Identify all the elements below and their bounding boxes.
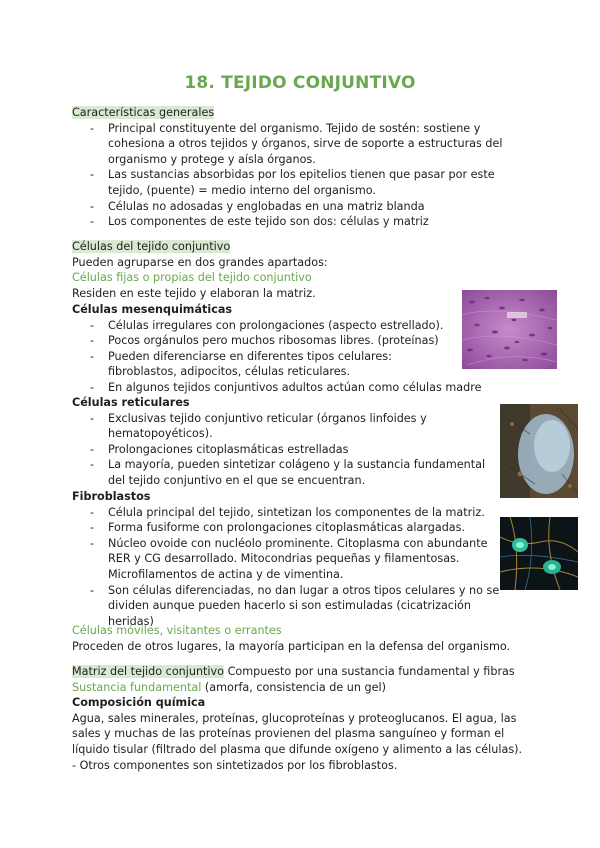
section-matriz bbox=[72, 664, 524, 773]
list-reticulares bbox=[72, 411, 490, 489]
list-item: - Pocos orgánulos pero muchos ribosomas libres. (proteínas) bbox=[72, 333, 464, 349]
list-item: - La mayoría, pueden sintetizar colágeno y la sustancia fundamental del tejido conjuntivo en el que se encuentran. bbox=[72, 457, 490, 488]
list-item: - Son células diferenciadas, no dan lugar a otros tipos celulares y no se dividen aunque pueden hacerlo si son estimuladas (cicatrización heridas) bbox=[72, 583, 512, 630]
heading-fibroblastos: Fibroblastos bbox=[72, 490, 151, 503]
heading-reticulares: Células reticulares bbox=[72, 396, 190, 409]
sustancia-description: (amorfa, consistencia de un gel) bbox=[201, 680, 386, 694]
composicion-text: Agua, sales minerales, proteínas, glucoproteínas y proteoglucanos. El agua, las sales y muchas de las proteínas provienen del plasma sanguíneo y forman el líquido tisular (filtrado del plasma que difunde oxígeno y alimento a las células). bbox=[72, 711, 523, 756]
section-moviles bbox=[72, 623, 524, 654]
heading-caracteristicas: Características generales bbox=[72, 106, 215, 119]
heading-composicion-quimica: Composición química bbox=[72, 696, 206, 710]
heading-sustancia-fundamental: Sustancia fundamental bbox=[72, 680, 202, 694]
mesenchymal-micrograph-image bbox=[462, 290, 557, 369]
heading-celulas: Células del tejido conjuntivo bbox=[72, 240, 231, 253]
section-celulas bbox=[72, 239, 524, 301]
list-item: - Los componentes de este tejido son dos: células y matriz bbox=[72, 214, 524, 230]
section-caracteristicas bbox=[72, 105, 524, 230]
matriz-description: Compuesto por una sustancia fundamental y fibras bbox=[224, 665, 515, 678]
list-fibroblastos bbox=[72, 505, 512, 630]
list-mesenquimaticas bbox=[72, 318, 482, 396]
heading-celulas-moviles: Células móviles, visitantes o errantes bbox=[72, 624, 282, 637]
heading-mesenquimaticas: Células mesenquimáticas bbox=[72, 303, 233, 316]
list-item: - Prolongaciones citoplasmáticas estrelladas bbox=[72, 442, 490, 458]
fibroblast-micrograph-image bbox=[500, 517, 578, 590]
reticular-micrograph-image bbox=[500, 404, 578, 498]
list-item: - Células no adosadas y englobadas en una matriz blanda bbox=[72, 199, 524, 215]
section-mesenquimaticas bbox=[72, 302, 482, 396]
section-reticulares bbox=[72, 395, 490, 489]
list-item: - Exclusivas tejido conjuntivo reticular (órganos linfoides y hematopoyéticos). bbox=[72, 411, 490, 442]
celulas-intro: Pueden agruparse en dos grandes apartados: bbox=[72, 255, 328, 269]
list-item: - Pueden diferenciarse en diferentes tipos celulares: fibroblastos, adipocitos, células reticulares. bbox=[72, 349, 464, 380]
heading-celulas-fijas: Células fijas o propias del tejido conjuntivo bbox=[72, 271, 312, 285]
celulas-fijas-text: Residen en este tejido y elaboran la matriz. bbox=[72, 286, 316, 300]
list-item: - Células irregulares con prolongaciones (aspecto estrellado). bbox=[72, 318, 464, 334]
list-item: - Forma fusiforme con prolongaciones citoplasmáticas alargadas. bbox=[72, 520, 512, 536]
list-item: - Célula principal del tejido, sintetizan los componentes de la matriz. bbox=[72, 505, 512, 521]
list-item: - Las sustancias absorbidas por los epitelios tienen que pasar por este tejido, (puente) = medio interno del organismo. bbox=[72, 167, 524, 198]
list-caracteristicas bbox=[72, 121, 524, 230]
section-fibroblastos bbox=[72, 489, 512, 629]
page-title: 18. TEJIDO CONJUNTIVO bbox=[184, 73, 416, 93]
list-item: - En algunos tejidos conjuntivos adultos actúan como células madre bbox=[72, 380, 548, 396]
heading-matriz: Matriz del tejido conjuntivo bbox=[72, 665, 225, 678]
list-item: - Principal constituyente del organismo. Tejido de sostén: sostiene y cohesiona a otros tejidos y órganos, sirve de soporte a estructuras del organismo y protege y aísla órganos. bbox=[72, 121, 524, 168]
composicion-otros: - Otros componentes son sintetizados por los fibroblastos. bbox=[72, 758, 398, 772]
list-item: - Núcleo ovoide con nucléolo prominente. Citoplasma con abundante RER y CG desarrollado. Mitocondrias pequeñas y filamentosas. Microfilamentos de actina y de vimentina. bbox=[72, 536, 494, 583]
celulas-moviles-text: Proceden de otros lugares, la mayoría participan en la defensa del organismo. bbox=[72, 639, 511, 653]
